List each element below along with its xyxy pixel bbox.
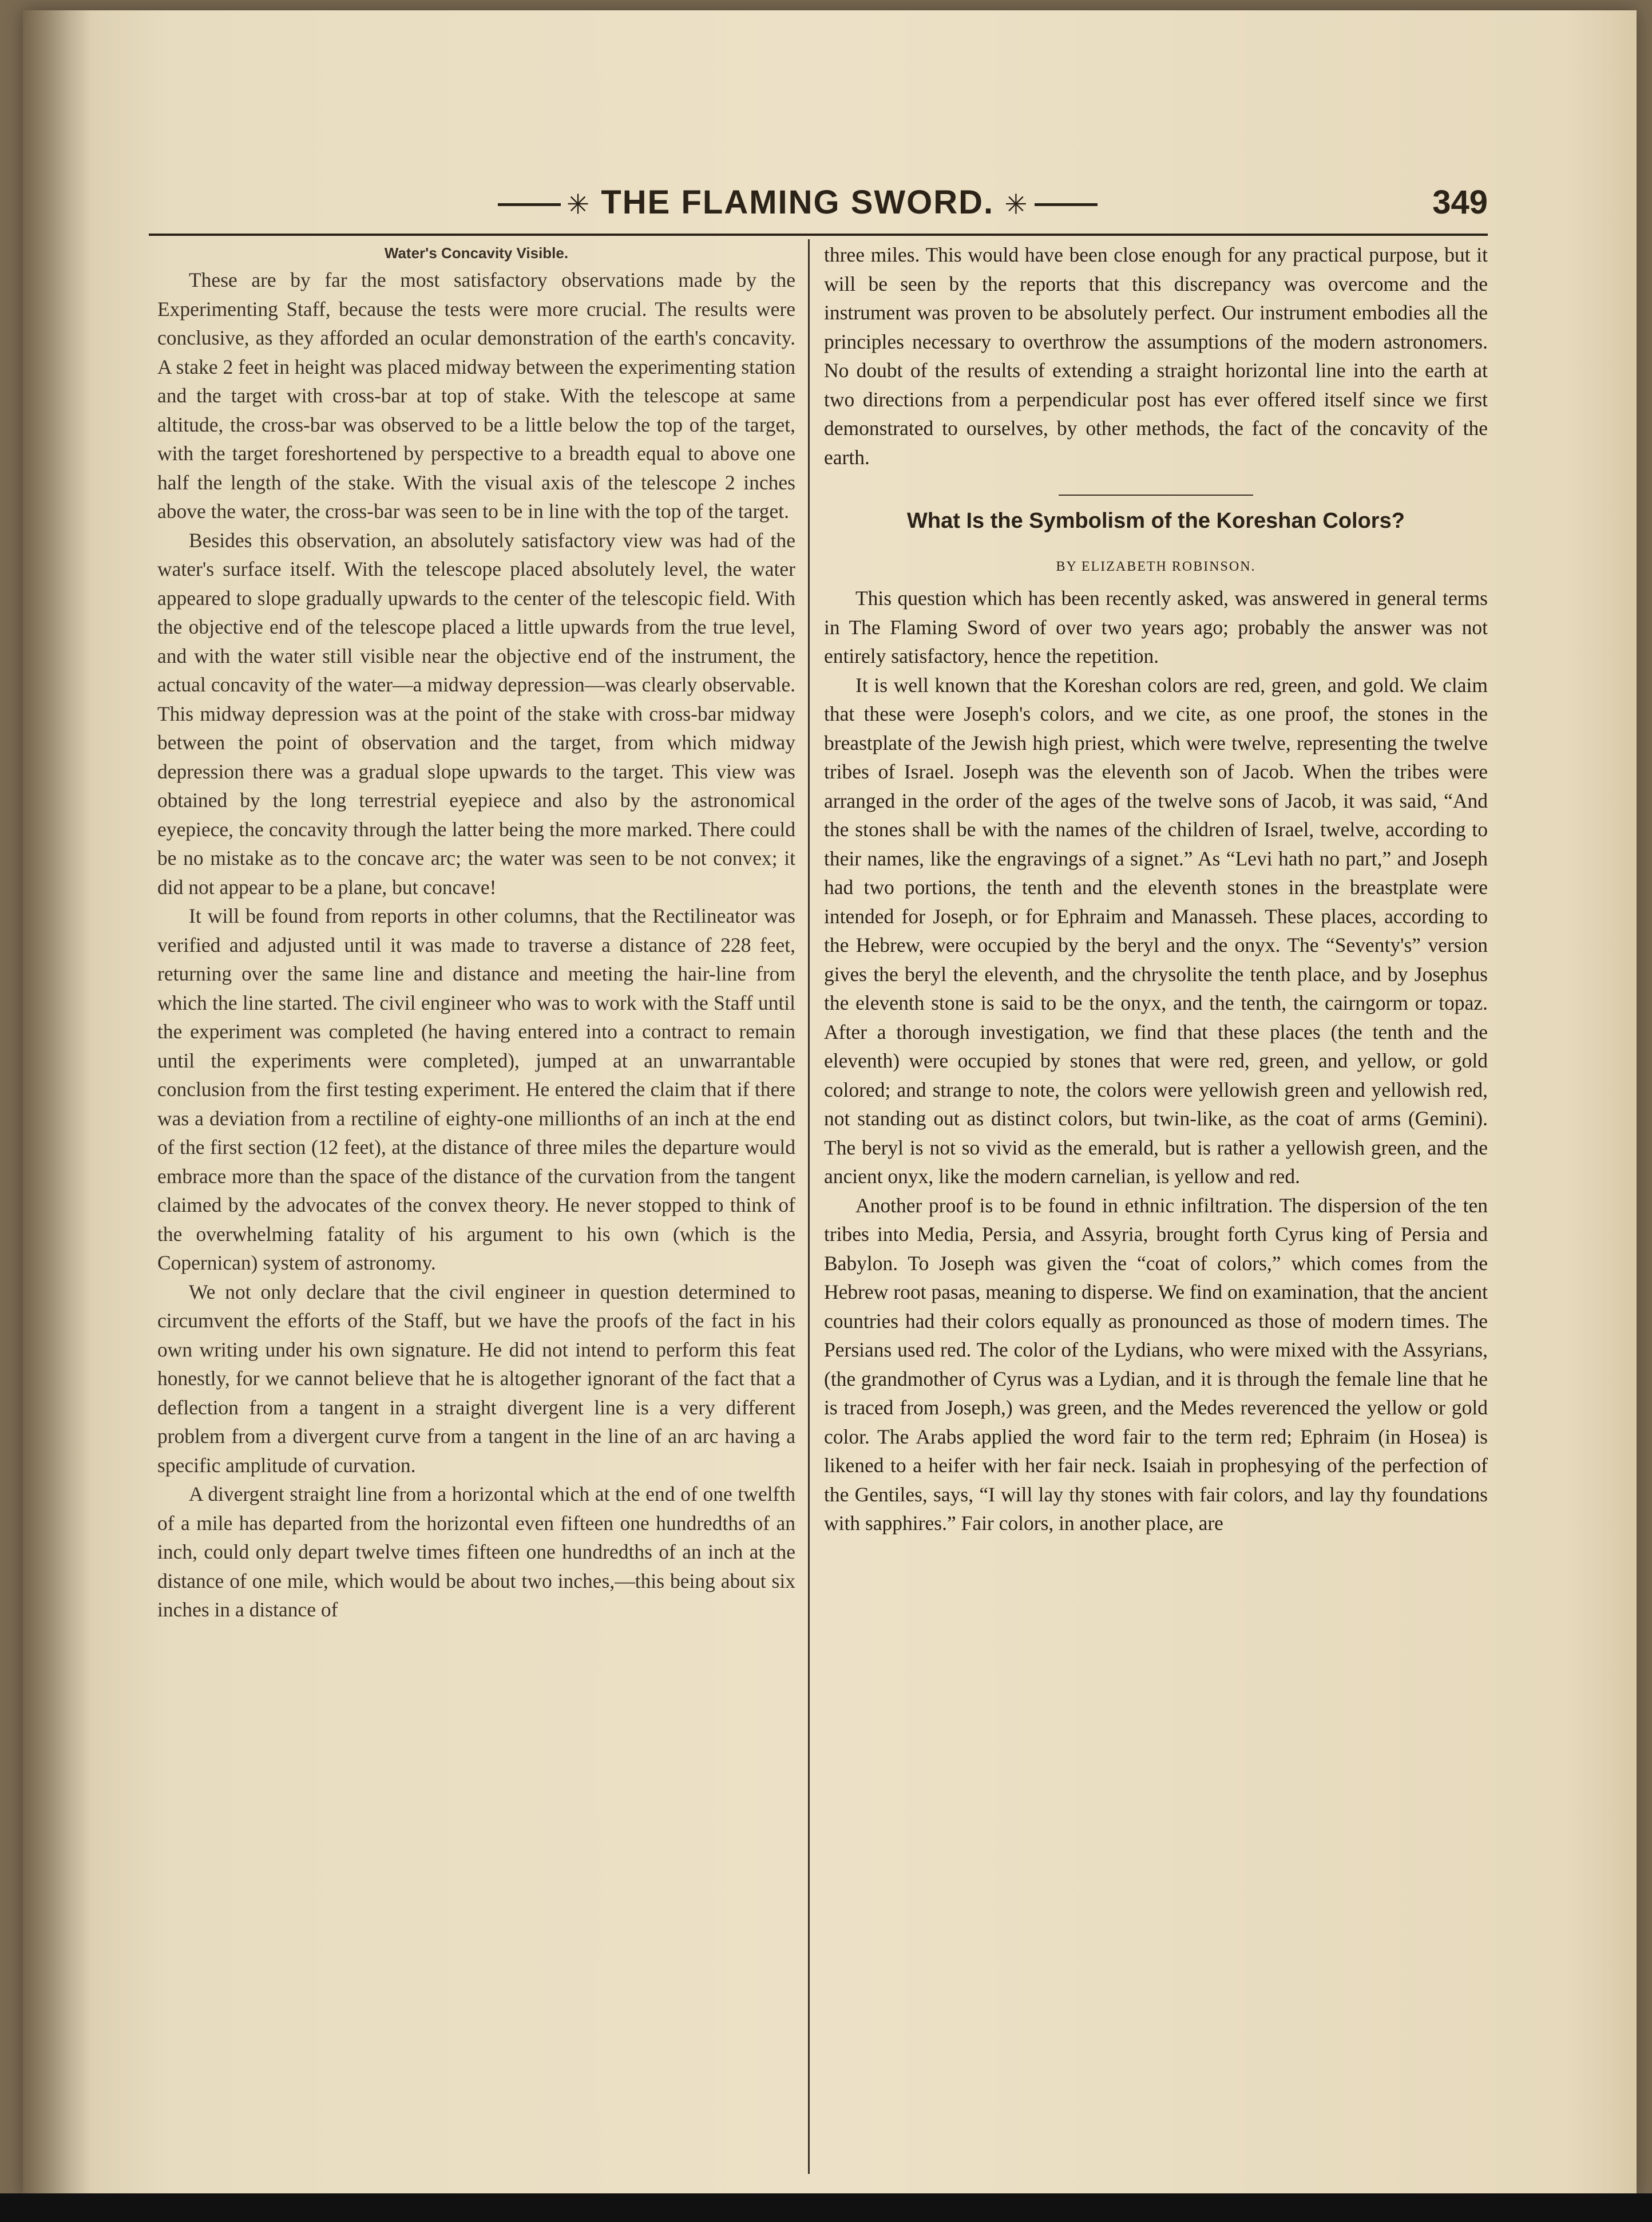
section-subheading: Water's Concavity Visible.	[384, 244, 569, 262]
header-rule	[149, 234, 1488, 236]
right-column	[824, 240, 1488, 1538]
page-number: 349	[1432, 184, 1488, 221]
right-ornament-icon: ✳	[1004, 189, 1029, 220]
journal-title: THE FLAMING SWORD.	[601, 184, 995, 221]
paragraph: We not only declare that the civil engineer in question determined to circumvent the efforts of the Staff, but we have the proofs of the fact in his own writing under his own signature. He did not intend to perform this feat honestly, for we cannot believe that he is altogether ignorant of the fact that a deflection from a tangent in a straight divergent line is a very different problem from a divergent curve from a tangent in the line of an arc having a specific amplitude of curvation.	[157, 1280, 795, 1477]
left-ornament-icon: ✳	[566, 189, 591, 220]
left-dash	[498, 203, 561, 206]
column-divider	[808, 239, 810, 2174]
paragraph: Another proof is to be found in ethnic infiltration. The dispersion of the ten tribes into Media, Persia, and Assyria, brought forth Cyrus king of Persia and Babylon. To Joseph was given the “coat of colors,” which comes from the Hebrew root pasas, meaning to disperse. We find on examination, that the ancient countries had their colors equally as pronounced as those of modern times. The Persians used red. The color of the Lydians, who were mixed with the Assyrians, (the grandmother of Cyrus was a Lydian, and it is through the female line that he is traced from Joseph,) was green, and the Medes reverenced the yellow or gold color. The Arabs applied the word fair to the term red; Ephraim (in Hosea) is likened to a heifer with her fair neck. Isaiah in prophesying of the perfection of the Gentiles, says, “I will lay thy stones with fair colors, and lay thy foundations with sapphires.” Fair colors, in another place, are	[824, 1193, 1488, 1535]
right-dash	[1035, 203, 1098, 206]
paragraph: It will be found from reports in other columns, that the Rectilineator was verified and adjusted until it was made to traverse a distance of 228 feet, returning over the same line and distance and meeting the hair-line from which the line started. The civil engineer who was to work with the Staff until the experiment was completed (he having entered into a contract to remain until the experiments were completed), jumped at an unwarrantable conclusion from the first testing experiment. He entered the claim that if there was a deviation from a rectiline of eighty-one millionths of an inch at the end of the first section (12 feet), at the distance of three miles the departure would embrace more than the space of the distance of the curvation from the tangent claimed by the advocates of the convex theory. He never stopped to think of the overwhelming fatality of his argument to his own (which is the Copernican) system of astronomy.	[157, 904, 795, 1274]
binding-shadow	[23, 10, 92, 2197]
byline: BY ELIZABETH ROBINSON.	[1056, 559, 1256, 574]
paragraph: Besides this observation, an absolutely satisfactory view was had of the water's surface itself. With the telescope placed absolutely level, the water appeared to slope gradually upwards to the center of the telescopic field. With the objective end of the telescope placed a little upwards from the true level, and with the water still visible near the objective end of the instrument, the actual concavity of the water—a midway depression—was clearly observable. This midway depression was at the point of the stake with cross-bar midway between the point of observation and the target, from which midway depression there was a gradual slope upwards to the target. This view was obtained by the long terrestrial eyepiece and also by the astronomical eyepiece, the concavity through the latter being the more marked. There could be no mistake as to the concave arc; the water was seen to be not convex; it did not appear to be a plane, but concave!	[157, 528, 795, 899]
paragraph: A divergent straight line from a horizontal which at the end of one twelfth of a mile has departed from the horizontal even fifteen one hundredths of an inch, could only depart twelve times fifteen one hundredths of an inch at the distance of one mile, which would be about two inches,—this being about six inches in a distance of	[157, 1482, 795, 1621]
continued-paragraph: three miles. This would have been close enough for any practical purpose, but it will be seen by the reports that this discrepancy was overcome and the instrument was proven to be absolutely perfect. Our instrument embodies all the principles necessary to overthrow the assumptions of the modern astronomers. No doubt of the results of extending a straight horizontal line into the earth at two directions from a perpendicular post has ever offered itself since we first demonstrated to ourselves, by other methods, the fact of the concavity of the earth.	[824, 243, 1488, 469]
paragraph: It is well known that the Koreshan colors are red, green, and gold. We claim that these were Joseph's colors, and we cite, as one proof, the stones in the breastplate of the Jewish high priest, which were twelve, representing the twelve tribes of Israel. Joseph was the eleventh son of Jacob. When the tribes were arranged in the order of the ages of the twelve sons of Jacob, it was said, “And the stones shall be with the names of the children of Israel, twelve, according to their names, like the engravings of a signet.” As “Levi hath no part,” and Joseph had two portions, the tenth and the eleventh stones in the breastplate were intended for Joseph, or for Ephraim and Manasseh. These places, according to the Hebrew, were occupied by the beryl and the onyx. The “Seventy's” version gives the beryl the eleventh, and the chrysolite the tenth place, and by Josephus the eleventh stone is said to be the onyx, and the tenth, the cairngorm or topaz. After a thorough investigation, we find that these places (the tenth and the eleventh) were occupied by stones that were red, green, and yellow, or gold colored; and strange to note, the colors were yellowish green and yellowish red, not standing out as distinct colors, but twin-like, as the coat of arms (Gemini). The beryl is not so vivid as the emerald, but is rather a yellowish green, and the ancient onyx, like the modern carnelian, is yellow and red.	[824, 673, 1488, 1188]
page-header	[172, 183, 1488, 229]
paragraph: These are by far the most satisfactory observations made by the Experimenting Staff, because the tests were more crucial. The results were conclusive, as they afforded an ocular demonstration of the earth's concavity. A stake 2 feet in height was placed midway between the experimenting station and the target with cross-bar at top of stake. With the telescope at same altitude, the cross-bar was observed to be a little below the top of the target, with the target foreshortened by perspective to a breadth equal to above one half the length of the stake. With the visual axis of the telescope 2 inches above the water, the cross-bar was seen to be in line with the top of the target.	[157, 268, 795, 523]
running-title	[492, 183, 1103, 222]
paragraph: This question which has been recently asked, was answered in general terms in The Flaming Sword of over two years ago; probably the answer was not entirely satisfactory, hence the repetition.	[824, 587, 1488, 667]
scan-bottom-edge	[0, 2193, 1652, 2222]
left-column	[157, 240, 795, 1624]
article-title: What Is the Symbolism of the Koreshan Colors?	[907, 509, 1405, 533]
section-separator	[824, 472, 1488, 499]
